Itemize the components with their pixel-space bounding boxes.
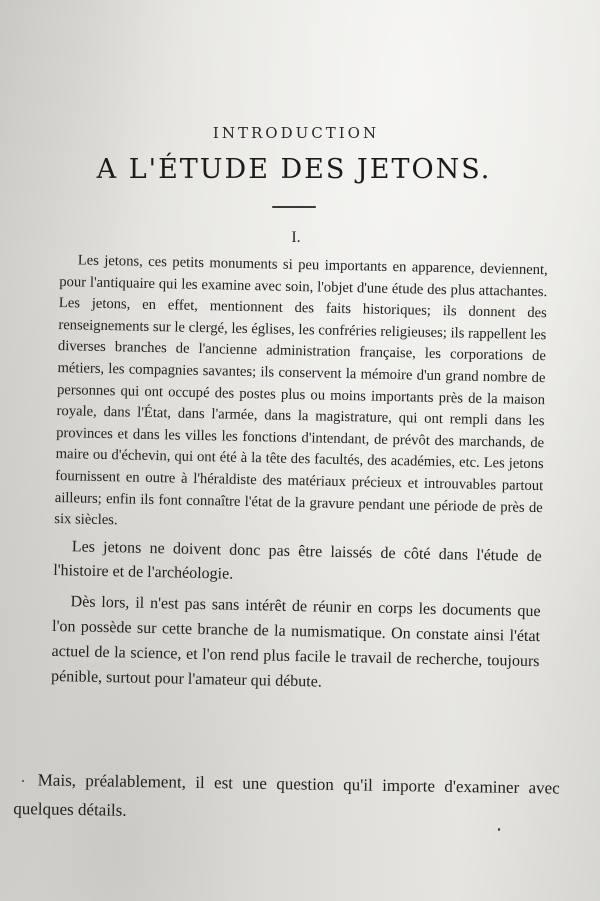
section-number: I. (291, 229, 301, 246)
paragraph-2: Les jetons ne doivent donc pas être laissés de côté dans l'étude de l'histoire et de l'archéologie. (53, 538, 542, 583)
chapter-heading-small: INTRODUCTION (212, 124, 380, 142)
paper-speck (498, 828, 500, 831)
paper-speck (22, 780, 24, 782)
body-text (51, 250, 548, 699)
chapter-heading-large: A L'ÉTUDE DES JETONS. (96, 154, 492, 185)
paragraph-3: Dès lors, il n'est pas sans intérêt de réunir en corps les documents que l'on possède sur cette branche de la numismatique. On constate ainsi l'état actuel de la science, et l'on rend plus facile le travail de recherche, toujours pénible, surtout pour l'amateur qui débute. (50, 593, 541, 691)
paragraph-4: Mais, préalablement, il est une question qu'il importe d'examiner avec quelques détails. (13, 770, 560, 820)
decorative-rule (272, 206, 316, 208)
paragraph-1: Les jetons, ces petits monuments si peu importants en apparence, deviennent, pour l'antiquaire qui les examine avec soin, l'objet d'une étude des plus attachantes. Les jetons, en effet, mentionnent des faits historiques; ils donnent des renseignements sur le clergé, les églises, les confréries religieuses; ils rappellent les diverses branches de l'ancienne administration française, les corporations de métiers, les compagnies savantes; ils conservent la mémoire d'un grand nombre de personnes qui ont occupé des postes plus ou moins importants près de la maison royale, dans l'État, dans l'armée, dans la magistrature, qui ont rempli dans les provinces et dans les villes les fonctions d'intendant, de prévôt des marchands, de maire ou d'échevin, qui ont été à la tête des facultés, des académies, etc. Les jetons fournissent en outre à l'héraldiste des matériaux précieux et introuvables partout ailleurs; enfin ils font connaître l'état de la gravure pendant une période de près de six siècles. (54, 252, 548, 529)
